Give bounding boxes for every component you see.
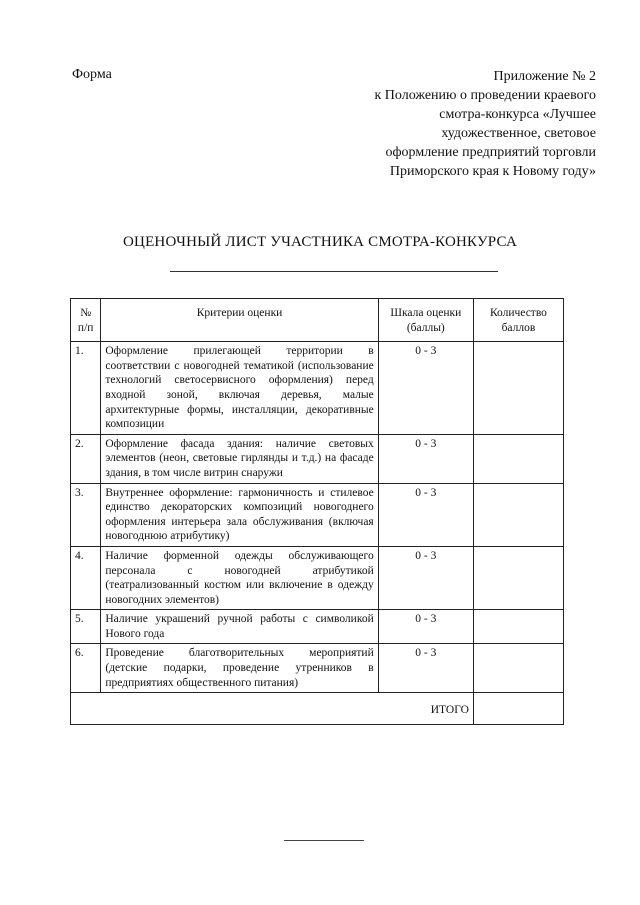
appendix-line: художественное, световое <box>441 126 596 141</box>
document-title: ОЦЕНОЧНЫЙ ЛИСТ УЧАСТНИКА СМОТРА-КОНКУРСА <box>123 234 517 250</box>
row-scale: 0 - 3 <box>378 546 473 609</box>
total-row <box>71 693 564 725</box>
appendix-block <box>296 67 596 181</box>
total-value-cell[interactable] <box>473 693 563 725</box>
row-scale: 0 - 3 <box>378 644 473 693</box>
appendix-line: к Положению о проведении краевого <box>374 88 596 103</box>
table-row <box>71 610 564 644</box>
table-row <box>71 546 564 609</box>
header-qty: Количество баллов <box>473 299 563 342</box>
total-label: ИТОГО <box>71 693 474 725</box>
appendix-line: Приложение № 2 <box>493 69 596 84</box>
footer-rule <box>284 840 364 841</box>
criteria-table <box>70 298 564 725</box>
row-qty-cell[interactable] <box>473 644 563 693</box>
table-row <box>71 644 564 693</box>
row-qty-cell[interactable] <box>473 546 563 609</box>
row-criteria: Проведение благотворительных мероприятий (детские подарки, проведение утренников в предприятиях общественного питания) <box>101 644 378 693</box>
row-criteria: Внутреннее оформление: гармоничность и стилевое единство декораторских композиций новогоднего оформления интерьера зала обслуживания (включая новогоднюю атрибутику) <box>101 483 378 546</box>
row-num: 1. <box>71 342 101 435</box>
row-qty-cell[interactable] <box>473 610 563 644</box>
row-scale: 0 - 3 <box>378 483 473 546</box>
header-scale: Шкала оценки (баллы) <box>378 299 473 342</box>
table-row <box>71 342 564 435</box>
header-num: № п/п <box>71 299 101 342</box>
row-qty-cell[interactable] <box>473 483 563 546</box>
row-criteria: Наличие украшений ручной работы с символикой Нового года <box>101 610 378 644</box>
row-qty-cell[interactable] <box>473 342 563 435</box>
row-scale: 0 - 3 <box>378 342 473 435</box>
row-criteria: Наличие форменной одежды обслуживающего персонала с новогодней атрибутикой (театрализованный костюм или включение в одежду новогодних элементов) <box>101 546 378 609</box>
row-num: 4. <box>71 546 101 609</box>
appendix-line: оформление предприятий торговли <box>385 145 596 160</box>
row-scale: 0 - 3 <box>378 434 473 483</box>
form-label: Форма <box>72 67 112 82</box>
table-header-row <box>71 299 564 342</box>
appendix-line: смотра-конкурса «Лучшее <box>439 107 596 122</box>
title-underline <box>170 271 498 272</box>
row-num: 6. <box>71 644 101 693</box>
row-qty-cell[interactable] <box>473 434 563 483</box>
table-row <box>71 483 564 546</box>
row-num: 2. <box>71 434 101 483</box>
row-num: 3. <box>71 483 101 546</box>
row-scale: 0 - 3 <box>378 610 473 644</box>
appendix-line: Приморского края к Новому году» <box>389 164 596 179</box>
row-num: 5. <box>71 610 101 644</box>
header-criteria: Критерии оценки <box>101 299 378 342</box>
table-row <box>71 434 564 483</box>
row-criteria: Оформление прилегающей территории в соответствии с новогодней тематикой (использование технологий светосервисного оформления) перед входной зоной, включая деревья, малые архитектурные формы, инсталляции, декоративные композиции <box>101 342 378 435</box>
row-criteria: Оформление фасада здания: наличие световых элементов (неон, световые гирлянды и т.д.) на фасаде здания, в том числе витрин снаружи <box>101 434 378 483</box>
